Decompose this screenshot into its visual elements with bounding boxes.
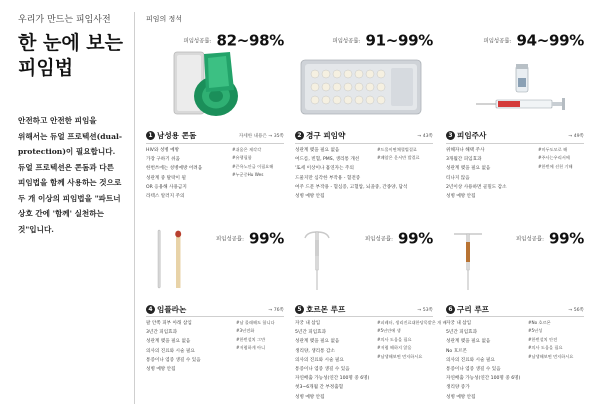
efficacy-value: 94~99% [516, 31, 584, 50]
hashtag: #의사 도움을 필요 [377, 336, 412, 342]
detail-line: No 호르몬 [446, 348, 468, 354]
efficacy-value: 99% [548, 229, 584, 248]
intro-line: 위해서는 듀얼 프로텍션(dual- [18, 131, 123, 141]
detail-line: 한번쓰에는 성병예방 어려움 [146, 166, 203, 172]
method-name-text: 호르몬 루프 [306, 305, 346, 314]
method-name-text: 경구 피임약 [306, 131, 346, 140]
detail-line: HIV와 성병 예방 [146, 148, 180, 153]
title-line-1: 한 눈에 보는 [18, 32, 123, 54]
divider [295, 316, 433, 317]
hashtag: #누군중Hu Wes [232, 172, 264, 178]
page-reference: → 56쪽 [568, 308, 584, 313]
detail-line: 티나지 않음 [446, 175, 470, 181]
detail-line: 팔 안쪽 피부 아래 삽입 [146, 321, 192, 326]
card-hormonal-iud [295, 226, 447, 406]
detail-line: 자연배출 가능성(연간 100명 중 6명) [446, 376, 521, 382]
page-reference: → 76쪽 [268, 308, 284, 313]
hashtag: #의사 도움을 필요 [528, 345, 563, 351]
detail-line: 드물지만 심각한 부작용 - 혈전증 [295, 175, 361, 181]
kicker: 우리가 만드는 피임사전 [18, 15, 111, 25]
number-badge: 4 [146, 305, 155, 314]
hashtag: #저렴하게 아니 [236, 345, 266, 351]
hashtag: #미두도모로 해 [538, 147, 568, 152]
method-name-text: 남성용 콘돔 [157, 131, 197, 140]
detail-line: 성병 예방 안됨 [146, 367, 176, 373]
hashtag: #드물이면채혈법결료 [377, 147, 417, 152]
detail-line: 자연배출 가능성(연간 100명 중 6명) [295, 376, 370, 382]
hashtag: #끈욕노안급 이필요해 [232, 163, 274, 169]
intro-line: 안전하고 안전한 피임을 [18, 116, 97, 125]
hashtag: #No 호르몬 [528, 320, 551, 325]
divider [295, 143, 433, 144]
method-name [295, 130, 345, 141]
hashtag: #저렴 해하지 않음 [377, 345, 412, 351]
intro-line: 것"입니다. [18, 224, 54, 234]
detail-line: 통증이나 염증 생길 수 있음 [295, 367, 350, 373]
detail-line: OR 응용해 사용금지 [146, 184, 187, 190]
intro-line: 두 개 이상의 피임법을 "파트너 [18, 193, 121, 203]
detail-line: 생리양, 생리통 감소 [295, 348, 335, 354]
hashtag-list [377, 319, 447, 361]
intro-line: protection)이 필요합니다. [18, 147, 116, 156]
hashtag-list [538, 146, 584, 171]
method-name [295, 304, 345, 315]
detail-line: 가장 구하기 쉬움 [146, 157, 180, 163]
efficacy [333, 30, 434, 50]
intro-line: 듀얼 프로텍션은 콘돔과 다른 [18, 162, 114, 172]
detail-line: 성관계 맺을 필요 없음 [295, 339, 340, 345]
detail-line: 통증이나 염증 생길 수 있음 [446, 367, 501, 373]
detail-line: 성관계 맺을 필요 없음 [446, 339, 491, 345]
efficacy-label: 피임성공률: [216, 236, 244, 243]
number-badge: 3 [446, 131, 455, 140]
method-name [446, 130, 486, 141]
condom-image [146, 46, 284, 124]
detail-line: 의사의 진료와 시술 필요 [295, 357, 344, 363]
hashtag-list [528, 319, 584, 361]
hashtag-list [236, 319, 284, 353]
card-oral-pill [295, 30, 433, 210]
detail-line: 통증이나 염증 생길 수 있음 [146, 357, 201, 363]
detail-line: 성병 예방 안됨 [295, 394, 325, 400]
detail-line: 성병 예방 안됨 [446, 394, 476, 400]
page-title [18, 31, 128, 81]
hashtag: #남 몰래해도 합니다 [236, 320, 275, 325]
number-badge: 5 [295, 305, 304, 314]
card-injection [446, 30, 584, 210]
detail-line: '또세 이상이나 흡연자는 주의 [295, 166, 354, 172]
hashtag: #남생해보면 먼저하시요 [377, 353, 423, 359]
hormonal-iud-image [295, 226, 433, 292]
hashtag-list [232, 146, 284, 180]
detail-line: 3개월간 피임효과 [446, 157, 482, 163]
detail-line: 성병 예방 안됨 [295, 194, 325, 200]
hashtag: #5년안에 생 [377, 328, 401, 334]
detail-line: 성관계 맺을 필요 없음 [295, 148, 340, 153]
divider [146, 316, 284, 317]
detail-line: 생리양 증가 [446, 385, 470, 391]
page-reference: → 49쪽 [568, 134, 584, 139]
details-list [446, 146, 530, 201]
method-name-text: 임플라논 [157, 305, 187, 314]
hashtag: #폐암은 운서만 발결료 [377, 155, 420, 161]
detail-line: 여주 드문 부작용 - 혈심증, 고혈압, 뇌졸중, 간종양, 담석 [295, 184, 408, 190]
page-reference: 자세한 내용은 → 35쪽 [238, 134, 284, 139]
method-name [146, 130, 196, 141]
detail-line: 의사의 진료와 시술 필요 [446, 357, 495, 363]
implant-image [146, 226, 284, 292]
detail-line: 여드름, 빈혈, PMS, 생리통 개선 [295, 157, 360, 163]
detail-line: 5년간 피임효과 [295, 330, 327, 336]
hashtag: #한번설치 안전 [528, 336, 558, 342]
efficacy-value: 91~99% [365, 31, 433, 50]
card-copper-iud [446, 226, 584, 406]
details-list [146, 319, 230, 374]
efficacy-label: 피임성공률: [332, 38, 361, 45]
hashtag: #5년성 [528, 328, 543, 334]
divider [146, 143, 284, 144]
detail-line: 첫3~6개월 간 부정출혈 [295, 385, 344, 391]
card-condom [146, 30, 284, 210]
detail-line: 자궁 내 삽입 [446, 321, 472, 326]
efficacy-label: 피임성공률: [183, 38, 212, 45]
hashtag: #남생해보면 먼저하시요 [528, 353, 574, 359]
hashtag: #쉬움은 제각각 [232, 147, 262, 152]
efficacy-value: 99% [397, 229, 433, 248]
hashtag-list [377, 146, 433, 163]
number-badge: 6 [446, 305, 455, 314]
efficacy-label: 피임성공률: [483, 38, 512, 45]
hashtag: #3년전화 [236, 328, 255, 334]
detail-line: 성관계 맺을 필요 없음 [146, 339, 191, 345]
section-label: 피임의 정석 [146, 15, 183, 23]
intro-line: 피임법을 함께 사용하는 것으로 [18, 178, 122, 187]
detail-line: 의사의 진료와 시술 필요 [146, 348, 195, 354]
detail-line: 라텍스 알러지 주의 [146, 194, 185, 200]
syringe-image [446, 52, 584, 122]
efficacy-label: 피임성공률: [516, 236, 544, 243]
copper-iud-image [446, 226, 584, 292]
detail-line: 성병 예방 안됨 [446, 194, 476, 200]
page-reference: → 53쪽 [417, 308, 433, 313]
details-list [146, 146, 230, 201]
number-badge: 1 [146, 131, 155, 140]
detail-line: 2년이상 사용하면 골밀도 감소 [446, 184, 507, 190]
hashtag: #유행필함 [232, 155, 252, 161]
efficacy-label: 피임성공률: [365, 236, 393, 243]
method-name-text: 구리 루프 [457, 305, 489, 314]
method-name-text: 피임주사 [457, 131, 487, 140]
efficacy-value: 82~98% [216, 31, 284, 50]
divider [446, 143, 584, 144]
number-badge: 2 [295, 131, 304, 140]
hashtag: #한번에 선천 기해 [538, 163, 573, 169]
detail-line: 성관계 맺을 필요 없음 [446, 166, 491, 172]
method-name [446, 304, 489, 315]
detail-line: 5년간 피임효과 [446, 330, 478, 336]
intro-line: 상호 간에 '함께' 실천하는 [18, 209, 104, 218]
title-line-2: 피임법 [18, 57, 74, 79]
divider [446, 316, 584, 317]
hashtag: #한번설치 그만 [236, 336, 266, 342]
detail-line: 위해자나 해택 주사 [446, 148, 485, 153]
efficacy [484, 30, 585, 50]
intro-paragraph [18, 113, 128, 237]
page-reference: → 43쪽 [417, 134, 433, 139]
hashtag: #주사는우리서에 [538, 155, 570, 161]
hashtag: #피레터, 생리진료대한당목밭은 개 배 [377, 320, 447, 325]
efficacy-value: 99% [248, 229, 284, 248]
column-divider [134, 12, 135, 404]
pill-pack-image [295, 50, 433, 122]
detail-line: 자궁 내 삽입 [295, 321, 321, 326]
intro-column [18, 12, 128, 237]
method-name [146, 304, 186, 315]
detail-line: 3년간 피임효과 [146, 330, 178, 336]
card-implanon [146, 226, 284, 406]
detail-line: 성관계 중 탈락이 될 [146, 175, 186, 181]
